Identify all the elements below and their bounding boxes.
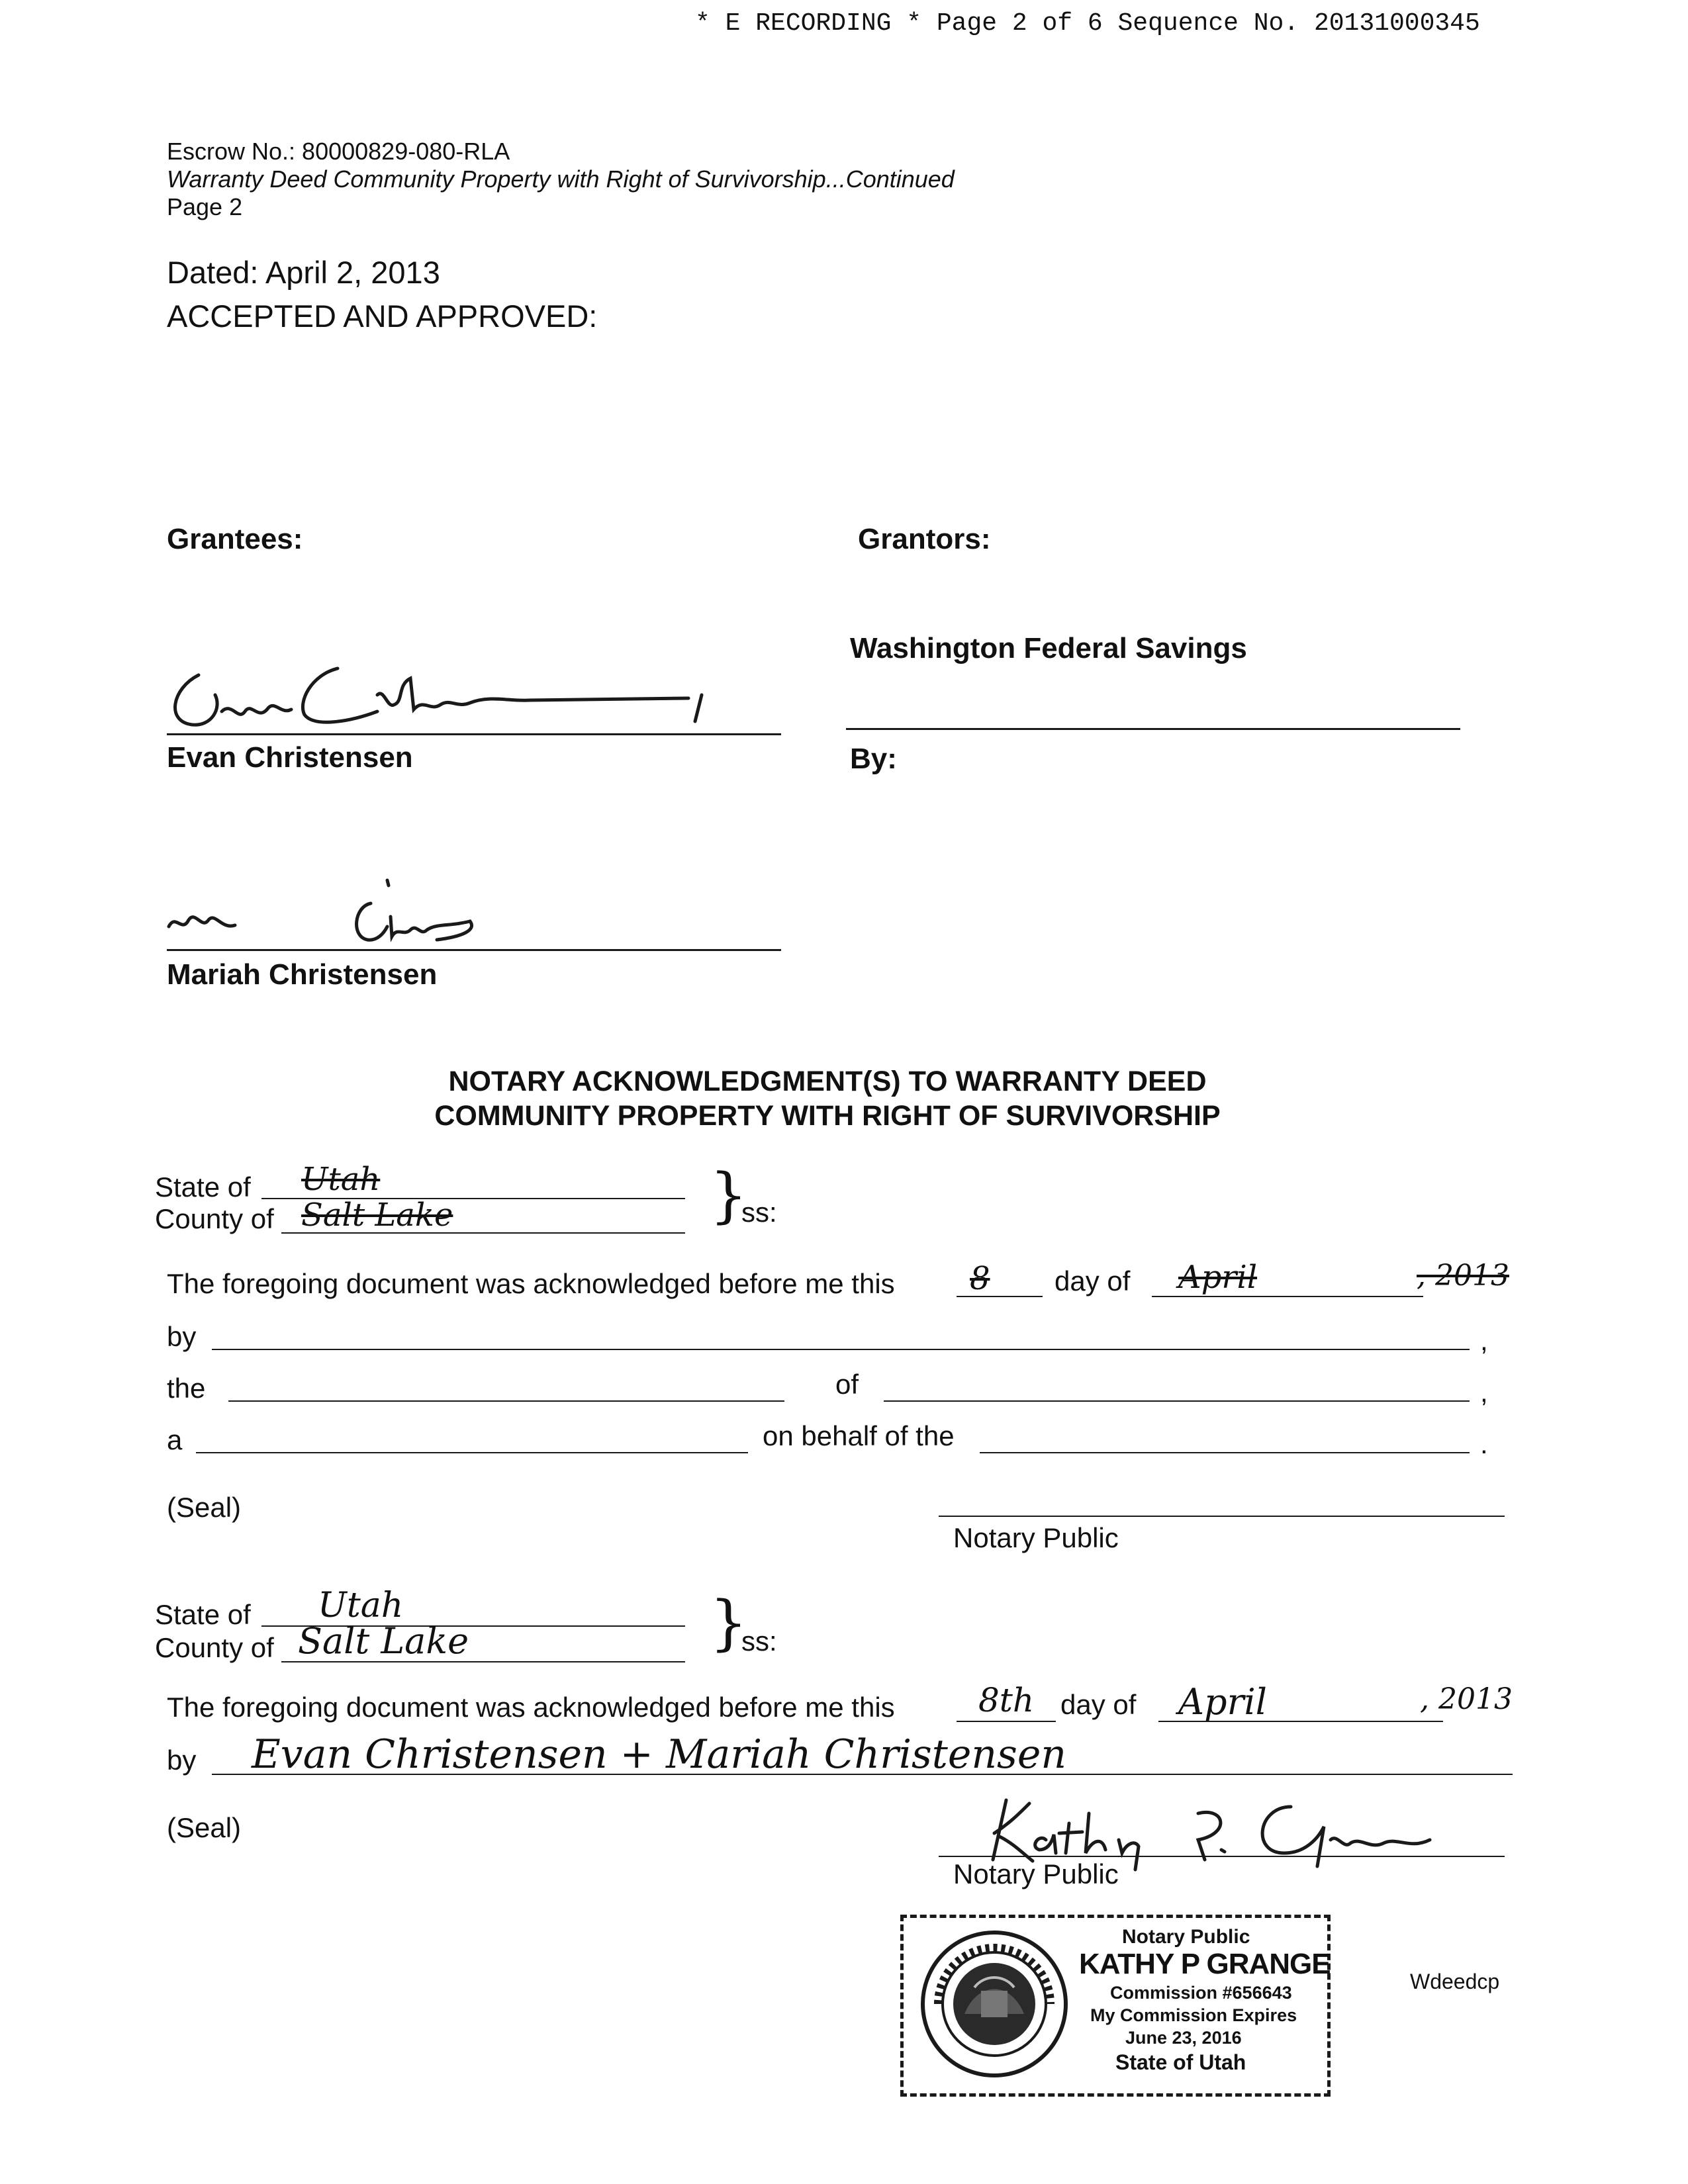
block2-county-label: County of: [155, 1632, 274, 1663]
block1-by-label: by: [167, 1321, 197, 1352]
grantee-mariah-name: Mariah Christensen: [167, 958, 438, 991]
block1-seal-label: (Seal): [167, 1492, 242, 1523]
block1-state-label: State of: [155, 1171, 251, 1203]
block2-brace: }: [710, 1588, 748, 1658]
dated-line: Dated: April 2, 2013: [167, 255, 440, 290]
stamp-line6: State of Utah: [1115, 2050, 1246, 2074]
block1-the-label: the: [167, 1373, 206, 1404]
block1-day-of: day of: [1055, 1265, 1131, 1297]
block2-by-names: Evan Christensen + Mariah Christensen: [252, 1731, 1066, 1778]
grantor-company: Washington Federal Savings: [850, 632, 1247, 664]
grantees-label: Grantees:: [167, 523, 303, 555]
block1-period: .: [1480, 1428, 1488, 1459]
block1-year-value: , 2013: [1417, 1259, 1509, 1293]
block1-foregoing: The foregoing document was acknowledged before me this: [167, 1268, 895, 1299]
stamp-line3: Commission #656643: [1110, 1983, 1292, 2003]
block2-ss: ss:: [741, 1625, 777, 1657]
page-label: Page 2: [167, 193, 243, 220]
block2-day-of: day of: [1060, 1689, 1137, 1720]
notary-stamp: [900, 1915, 1331, 2097]
block1-notary-line: [939, 1516, 1505, 1517]
block2-notary-public: Notary Public: [953, 1858, 1119, 1889]
block1-day-value: 8: [970, 1260, 990, 1297]
block2-day-value: 8th: [978, 1681, 1035, 1719]
block1-on-behalf: on behalf of the: [763, 1420, 955, 1451]
escrow-number: Escrow No.: 80000829-080-RLA: [167, 138, 510, 165]
recording-header: * E RECORDING * Page 2 of 6 Sequence No. 20131000345: [695, 9, 1480, 38]
block1-by-comma: ,: [1480, 1325, 1488, 1356]
mariah-signature-line: [167, 949, 781, 951]
block2-year-value: , 2013: [1420, 1682, 1513, 1716]
block1-of-label: of: [835, 1369, 859, 1400]
block1-county-label: County of: [155, 1203, 274, 1234]
evan-signature: [159, 649, 755, 754]
grantee-evan-name: Evan Christensen: [167, 741, 413, 774]
grantor-signature-line: [846, 728, 1460, 730]
block1-county-value: Salt Lake: [301, 1197, 453, 1234]
block2-state-value: Utah: [318, 1586, 404, 1625]
block1-ss: ss:: [741, 1197, 777, 1228]
block2-state-label: State of: [155, 1599, 251, 1630]
block2-month-value: April: [1178, 1681, 1267, 1723]
grantors-label: Grantors:: [858, 523, 991, 555]
grantor-by-label: By:: [850, 743, 897, 775]
block2-county-value: Salt Lake: [298, 1620, 469, 1662]
block2-day-line: [957, 1721, 1056, 1722]
block1-state-value: Utah: [301, 1161, 381, 1198]
accepted-approved: ACCEPTED AND APPROVED:: [167, 298, 598, 334]
block1-of-comma: ,: [1480, 1377, 1488, 1408]
block1-month-value: April: [1178, 1259, 1258, 1296]
block2-by-line: [212, 1774, 1513, 1775]
block1-a-label: a: [167, 1424, 183, 1455]
document-subtitle: Warranty Deed Community Property with Right of Survivorship...Continued: [167, 165, 955, 193]
state-seal-icon: [918, 1928, 1070, 2080]
mariah-signature: [159, 874, 622, 953]
block2-county-line: [281, 1661, 685, 1662]
block1-a-line: [196, 1452, 748, 1453]
block1-brace: }: [710, 1161, 748, 1230]
block1-of-line: [884, 1400, 1470, 1402]
stamp-line2: KATHY P GRANGE: [1079, 1948, 1331, 1980]
stamp-line5: June 23, 2016: [1125, 2028, 1242, 2048]
footer-code: Wdeedcp: [1410, 1970, 1500, 1993]
block2-month-line: [1158, 1721, 1443, 1722]
block2-seal-label: (Seal): [167, 1812, 242, 1843]
block1-month-line: [1152, 1296, 1423, 1297]
block2-by-label: by: [167, 1745, 197, 1776]
notary-title-line2: COMMUNITY PROPERTY WITH RIGHT OF SURVIVORSHIP: [434, 1100, 1221, 1132]
block1-on-behalf-line: [980, 1452, 1470, 1453]
evan-signature-line: [167, 733, 781, 735]
block2-foregoing: The foregoing document was acknowledged before me this: [167, 1692, 895, 1723]
block2-notary-line: [939, 1856, 1505, 1857]
stamp-line1: Notary Public: [1122, 1926, 1250, 1948]
notary-title-line1: NOTARY ACKNOWLEDGMENT(S) TO WARRANTY DEED: [448, 1066, 1207, 1097]
block1-county-line: [281, 1232, 685, 1234]
block1-by-line: [212, 1349, 1470, 1350]
stamp-line4: My Commission Expires: [1090, 2005, 1297, 2025]
block1-day-line: [957, 1296, 1043, 1297]
block1-the-line: [228, 1400, 784, 1402]
block1-notary-public: Notary Public: [953, 1522, 1119, 1553]
